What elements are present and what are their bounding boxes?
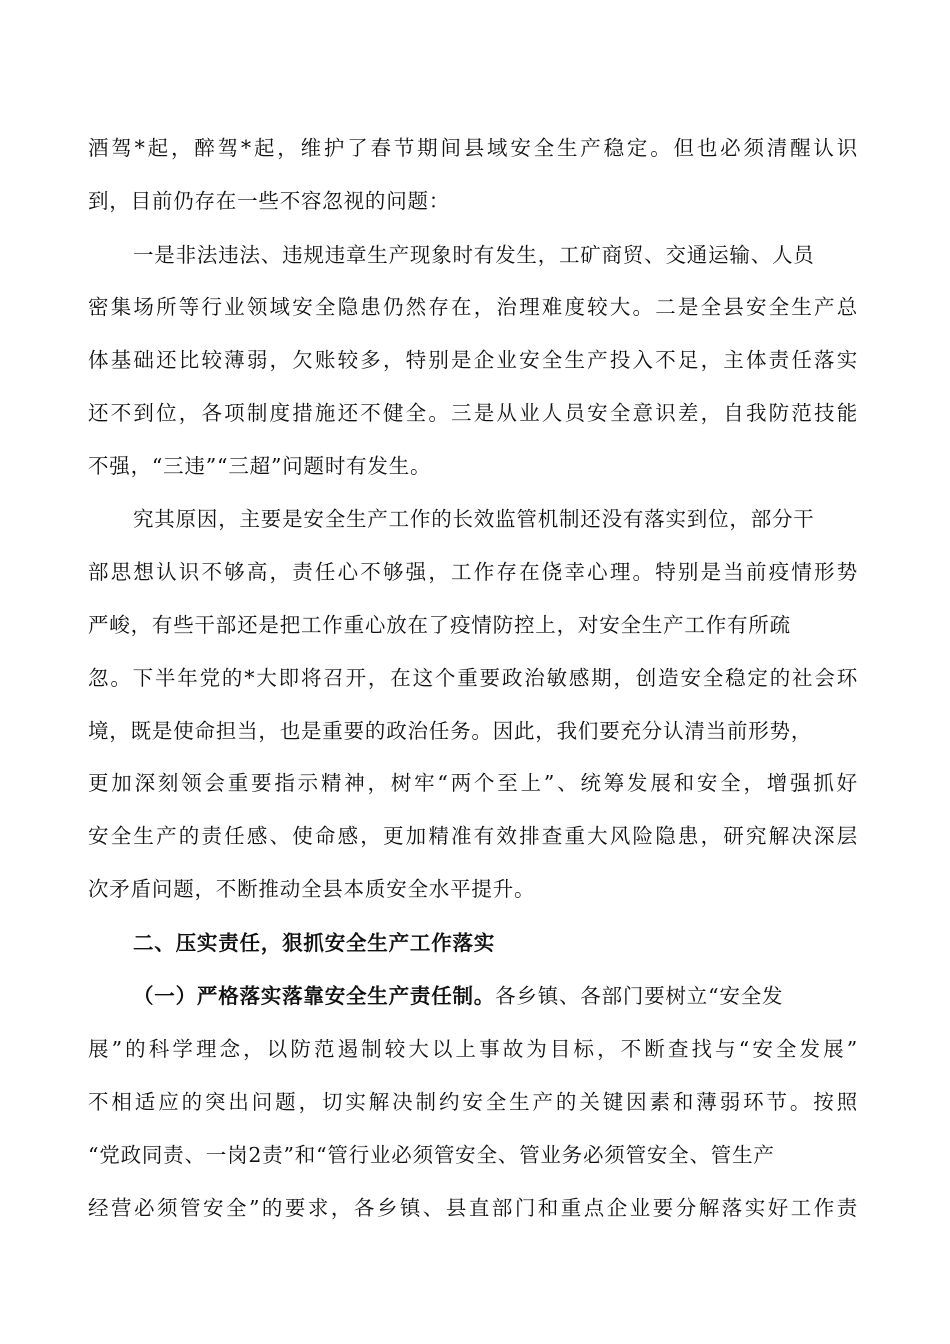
paragraph-line: 忽。下半年党的*大即将召开，在这个重要政治敏感期，创造安全稳定的社会环 — [88, 666, 858, 690]
paragraph-line: 体基础还比较薄弱，欠账较多，特别是企业安全生产投入不足，主体责任落实 — [88, 348, 858, 372]
paragraph-line: 境，既是使命担当，也是重要的政治任务。因此，我们要充分认清当前形势， — [88, 719, 813, 743]
paragraph-line: 不强，“三违”“三超”问题时有发生。 — [88, 454, 432, 478]
paragraph-line: 次矛盾问题，不断推动全县本质安全水平提升。 — [88, 877, 536, 901]
paragraph-line: 到，目前仍存在一些不容忽视的问题： — [88, 189, 451, 213]
paragraph-line: 安全生产的责任感、使命感，更加精准有效排查重大风险隐患，研究解决深层 — [88, 824, 858, 848]
paragraph-first-line: 一是非法违法、违规违章生产现象时有发生，工矿商贸、交通运输、人员 — [133, 243, 815, 267]
paragraph-line: 严峻，有些干部还是把工作重心放在了疫情防控上，对安全生产工作有所疏 — [88, 613, 791, 637]
subsection-text: 各乡镇、各部门要树立“安全发 — [495, 984, 784, 1008]
subsection-title: （一）严格落实落靠安全生产责任制。 — [133, 984, 496, 1008]
paragraph-first-line — [133, 981, 853, 1011]
paragraph-line: 酒驾*起，醉驾*起，维护了春节期间县域安全生产稳定。但也必须清醒认识 — [88, 136, 858, 160]
paragraph-line: 部思想认识不够高，责任心不够强，工作存在侥幸心理。特别是当前疫情形势 — [88, 560, 858, 584]
section-heading: 二、压实责任，狠抓安全生产工作落实 — [133, 931, 496, 955]
paragraph-line: 更加深刻领会重要指示精神，树牢“两个至上”、统筹发展和安全，增强抓好 — [88, 771, 858, 795]
paragraph-line: 经营必须管安全”的要求，各乡镇、县直部门和重点企业要分解落实好工作责 — [88, 1196, 858, 1220]
paragraph-line: 展”的科学理念，以防范遏制较大以上事故为目标，不断查找与“安全发展” — [88, 1037, 858, 1061]
paragraph-line: 密集场所等行业领域安全隐患仍然存在，治理难度较大。二是全县安全生产总 — [88, 295, 858, 319]
paragraph-first-line: 究其原因，主要是安全生产工作的长效监管机制还没有落实到位，部分干 — [133, 507, 815, 531]
paragraph-line: “党政同责、一岗2责”和“管行业必须管安全、管业务必须管安全、管生产 — [88, 1143, 775, 1167]
paragraph-line: 还不到位，各项制度措施还不健全。三是从业人员安全意识差，自我防范技能 — [88, 401, 858, 425]
paragraph-line: 不相适应的突出问题，切实解决制约安全生产的关键因素和薄弱环节。按照 — [88, 1090, 858, 1114]
